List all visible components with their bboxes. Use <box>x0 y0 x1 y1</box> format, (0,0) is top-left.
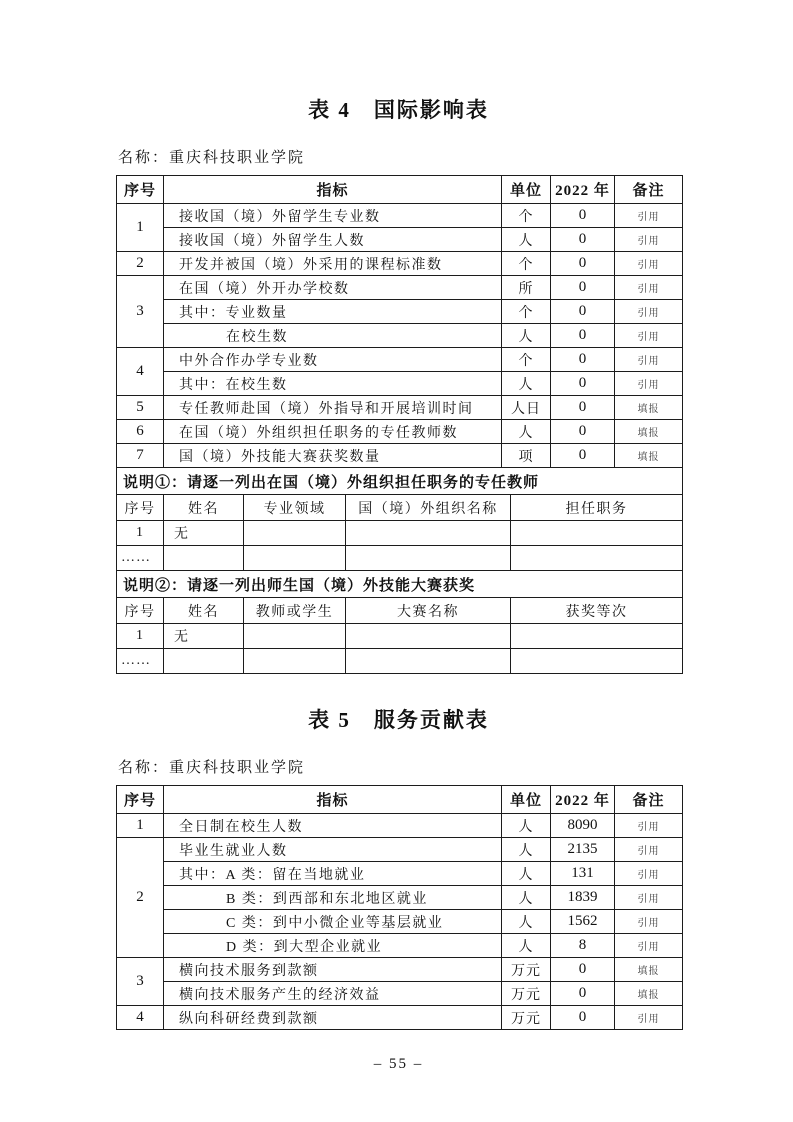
value-2022-cell: 0 <box>551 444 615 468</box>
table-row <box>117 396 683 420</box>
note-cell <box>164 546 244 571</box>
table-row <box>117 838 683 862</box>
value-2022-cell: 8 <box>551 934 615 958</box>
note-cell: …… <box>117 649 164 674</box>
note-row <box>117 624 683 649</box>
indicator-cell: D 类：到大型企业就业 <box>164 934 502 958</box>
unit-cell: 人 <box>502 862 551 886</box>
note-cell <box>244 649 346 674</box>
indicator-cell: 开发并被国（境）外采用的课程标准数 <box>164 252 502 276</box>
unit-cell: 万元 <box>502 982 551 1006</box>
unit-cell: 万元 <box>502 1006 551 1030</box>
column-header: 单位 <box>502 176 551 204</box>
remark-cell: 填报 <box>615 420 683 444</box>
remark-cell: 引用 <box>615 348 683 372</box>
table-row <box>117 348 683 372</box>
table-row <box>117 252 683 276</box>
remark-cell: 填报 <box>615 444 683 468</box>
note-column-header: 姓名 <box>164 598 244 624</box>
table-row <box>117 324 683 348</box>
table5-name-line: 名称：重庆科技职业学院 <box>118 760 306 776</box>
indicator-cell: 其中：在校生数 <box>164 372 502 396</box>
unit-cell: 人 <box>502 420 551 444</box>
remark-cell: 填报 <box>615 396 683 420</box>
note-cell <box>244 521 346 546</box>
remark-cell: 引用 <box>615 300 683 324</box>
value-2022-cell: 0 <box>551 228 615 252</box>
column-header: 备注 <box>615 176 683 204</box>
remark-cell: 引用 <box>615 838 683 862</box>
indicator-cell: 在校生数 <box>164 324 502 348</box>
remark-cell: 引用 <box>615 934 683 958</box>
row-seq-cell: 3 <box>117 276 164 348</box>
note-column-header: 专业领域 <box>244 495 346 521</box>
row-seq-cell: 2 <box>117 252 164 276</box>
note-cell <box>346 649 511 674</box>
value-2022-cell: 2135 <box>551 838 615 862</box>
table5-title: 表 5 服务贡献表 <box>308 708 489 732</box>
indicator-cell: C 类：到中小微企业等基层就业 <box>164 910 502 934</box>
column-header: 序号 <box>117 176 164 204</box>
indicator-cell: 专任教师赴国（境）外指导和开展培训时间 <box>164 396 502 420</box>
note-row <box>117 521 683 546</box>
table-row <box>117 910 683 934</box>
table-row <box>117 886 683 910</box>
note-caption-row <box>117 468 683 495</box>
table-row <box>117 1006 683 1030</box>
table4-block <box>116 175 681 674</box>
note-column-header: 国（境）外组织名称 <box>346 495 511 521</box>
table-row <box>117 958 683 982</box>
note-cell: …… <box>117 546 164 571</box>
value-2022-cell: 0 <box>551 372 615 396</box>
note-header-row <box>117 495 683 521</box>
table4-main <box>116 175 683 468</box>
table-row <box>117 300 683 324</box>
note-column-header: 序号 <box>117 598 164 624</box>
page-number: – 55 – <box>373 1056 424 1072</box>
note-cell <box>244 546 346 571</box>
note-cell: 1 <box>117 521 164 546</box>
value-2022-cell: 0 <box>551 324 615 348</box>
column-header: 序号 <box>117 786 164 814</box>
table-row <box>117 934 683 958</box>
unit-cell: 人 <box>502 814 551 838</box>
remark-cell: 引用 <box>615 324 683 348</box>
table4-name-line: 名称：重庆科技职业学院 <box>118 150 306 166</box>
note-caption: 说明①：请逐一列出在国（境）外组织担任职务的专任教师 <box>117 468 683 495</box>
value-2022-cell: 0 <box>551 204 615 228</box>
remark-cell: 引用 <box>615 1006 683 1030</box>
unit-cell: 人 <box>502 934 551 958</box>
indicator-cell: B 类：到西部和东北地区就业 <box>164 886 502 910</box>
note-column-header: 教师或学生 <box>244 598 346 624</box>
note-column-header: 姓名 <box>164 495 244 521</box>
note-cell <box>346 546 511 571</box>
remark-cell: 引用 <box>615 372 683 396</box>
indicator-cell: 毕业生就业人数 <box>164 838 502 862</box>
unit-cell: 人日 <box>502 396 551 420</box>
unit-cell: 人 <box>502 324 551 348</box>
table4-notes <box>116 467 683 674</box>
indicator-cell: 其中：专业数量 <box>164 300 502 324</box>
table-row <box>117 814 683 838</box>
indicator-cell: 接收国（境）外留学生人数 <box>164 228 502 252</box>
unit-cell: 所 <box>502 276 551 300</box>
value-2022-cell: 0 <box>551 252 615 276</box>
column-header: 备注 <box>615 786 683 814</box>
table-row <box>117 444 683 468</box>
table-row <box>117 372 683 396</box>
value-2022-cell: 131 <box>551 862 615 886</box>
unit-cell: 个 <box>502 348 551 372</box>
value-2022-cell: 1562 <box>551 910 615 934</box>
indicator-cell: 在国（境）外开办学校数 <box>164 276 502 300</box>
indicator-cell: 纵向科研经费到款额 <box>164 1006 502 1030</box>
remark-cell: 引用 <box>615 204 683 228</box>
row-seq-cell: 2 <box>117 838 164 958</box>
value-2022-cell: 1839 <box>551 886 615 910</box>
table-row <box>117 204 683 228</box>
unit-cell: 人 <box>502 910 551 934</box>
remark-cell: 引用 <box>615 862 683 886</box>
row-seq-cell: 1 <box>117 814 164 838</box>
unit-cell: 人 <box>502 372 551 396</box>
header-row <box>117 786 683 814</box>
table-row <box>117 862 683 886</box>
unit-cell: 人 <box>502 838 551 862</box>
note-cell <box>346 521 511 546</box>
row-seq-cell: 1 <box>117 204 164 252</box>
indicator-cell: 横向技术服务到款额 <box>164 958 502 982</box>
row-seq-cell: 4 <box>117 348 164 396</box>
value-2022-cell: 8090 <box>551 814 615 838</box>
row-seq-cell: 4 <box>117 1006 164 1030</box>
column-header: 指标 <box>164 176 502 204</box>
note-cell <box>511 521 683 546</box>
note-column-header: 获奖等次 <box>511 598 683 624</box>
note-cell <box>511 649 683 674</box>
table-row <box>117 420 683 444</box>
note-cell: 无 <box>164 624 244 649</box>
column-header: 单位 <box>502 786 551 814</box>
value-2022-cell: 0 <box>551 348 615 372</box>
value-2022-cell: 0 <box>551 396 615 420</box>
note-cell: 1 <box>117 624 164 649</box>
remark-cell: 引用 <box>615 814 683 838</box>
unit-cell: 项 <box>502 444 551 468</box>
note-cell <box>511 546 683 571</box>
indicator-cell: 在国（境）外组织担任职务的专任教师数 <box>164 420 502 444</box>
table4-title: 表 4 国际影响表 <box>308 98 489 122</box>
column-header: 指标 <box>164 786 502 814</box>
table-row <box>117 228 683 252</box>
row-seq-cell: 6 <box>117 420 164 444</box>
note-column-header: 序号 <box>117 495 164 521</box>
row-seq-cell: 7 <box>117 444 164 468</box>
value-2022-cell: 0 <box>551 276 615 300</box>
note-caption: 说明②：请逐一列出师生国（境）外技能大赛获奖 <box>117 571 683 598</box>
remark-cell: 引用 <box>615 276 683 300</box>
value-2022-cell: 0 <box>551 1006 615 1030</box>
note-cell <box>164 649 244 674</box>
unit-cell: 万元 <box>502 958 551 982</box>
table-row <box>117 982 683 1006</box>
indicator-cell: 横向技术服务产生的经济效益 <box>164 982 502 1006</box>
indicator-cell: 中外合作办学专业数 <box>164 348 502 372</box>
note-cell <box>511 624 683 649</box>
indicator-cell: 国（境）外技能大赛获奖数量 <box>164 444 502 468</box>
remark-cell: 填报 <box>615 958 683 982</box>
unit-cell: 个 <box>502 252 551 276</box>
remark-cell: 引用 <box>615 228 683 252</box>
value-2022-cell: 0 <box>551 982 615 1006</box>
note-caption-row <box>117 571 683 598</box>
table5-main <box>116 785 683 1030</box>
remark-cell: 引用 <box>615 886 683 910</box>
indicator-cell: 全日制在校生人数 <box>164 814 502 838</box>
note-column-header: 担任职务 <box>511 495 683 521</box>
column-header: 2022 年 <box>551 786 615 814</box>
indicator-cell: 接收国（境）外留学生专业数 <box>164 204 502 228</box>
row-seq-cell: 5 <box>117 396 164 420</box>
value-2022-cell: 0 <box>551 420 615 444</box>
remark-cell: 引用 <box>615 910 683 934</box>
note-column-header: 大赛名称 <box>346 598 511 624</box>
unit-cell: 人 <box>502 228 551 252</box>
indicator-cell: 其中：A 类：留在当地就业 <box>164 862 502 886</box>
remark-cell: 引用 <box>615 252 683 276</box>
unit-cell: 人 <box>502 886 551 910</box>
value-2022-cell: 0 <box>551 958 615 982</box>
header-row <box>117 176 683 204</box>
note-row <box>117 546 683 571</box>
unit-cell: 个 <box>502 204 551 228</box>
table5-block <box>116 785 681 1030</box>
note-row <box>117 649 683 674</box>
column-header: 2022 年 <box>551 176 615 204</box>
note-header-row <box>117 598 683 624</box>
table-row <box>117 276 683 300</box>
remark-cell: 填报 <box>615 982 683 1006</box>
note-cell <box>346 624 511 649</box>
value-2022-cell: 0 <box>551 300 615 324</box>
unit-cell: 个 <box>502 300 551 324</box>
row-seq-cell: 3 <box>117 958 164 1006</box>
note-cell: 无 <box>164 521 244 546</box>
note-cell <box>244 624 346 649</box>
